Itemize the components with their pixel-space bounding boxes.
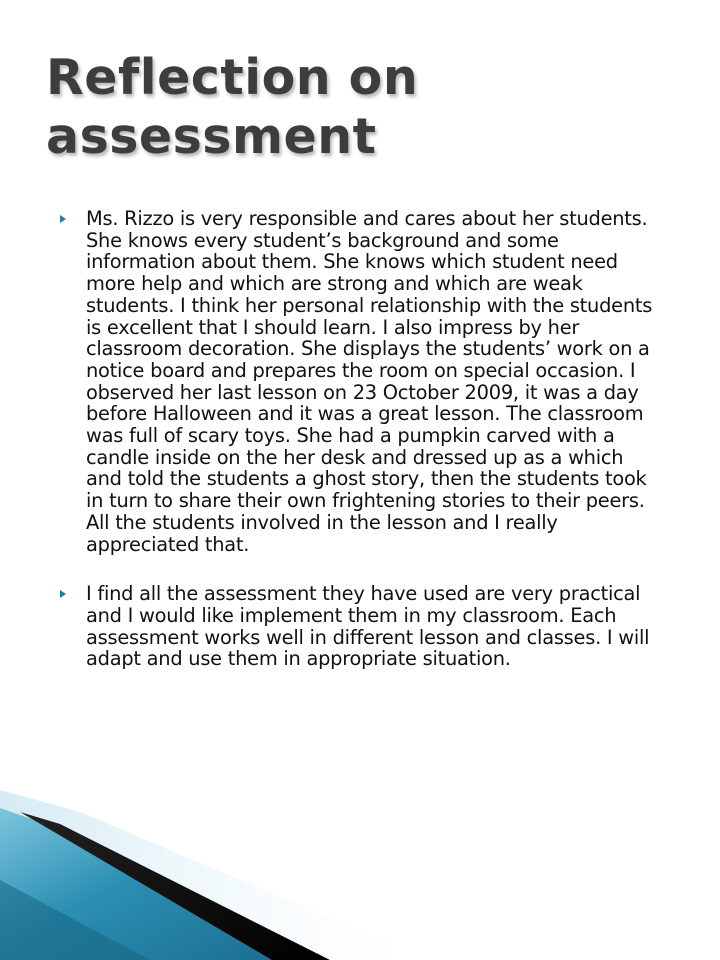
bullet-list xyxy=(60,208,660,670)
bullet-text: I find all the assessment they have used are very practical and I would like implement them in my classroom. Each assessment works well in different lesson and classes. I will adapt and use them in appropriate situation. xyxy=(86,582,650,671)
decor-light-band xyxy=(0,790,430,960)
bullet-item xyxy=(60,208,660,555)
bullet-text: Ms. Rizzo is very responsible and cares about her students. She knows every student’s background and some information about them. She knows which student need more help and which are strong and which are weak students. I think her personal relationship with the students is excellent that I should learn. I also impress by her classroom decoration. She displays the students’ work on a notice board and prepares the room on special occasion. I observed her last lesson on 23 October 2009, it was a day before Halloween and it was a great lesson. The classroom was full of scary toys. She had a pumpkin carved with a candle inside on the her desk and dressed up as a which and told the students a ghost story, then the students took in turn to share their own frightening stories to their peers. All the students involved in the lesson and I really appreciated that. xyxy=(86,207,653,556)
decor-black-band xyxy=(20,812,330,960)
triangle-bullet-icon xyxy=(60,590,66,598)
slide-title: Reflection on assessment xyxy=(46,49,419,165)
decor-blue-wedge xyxy=(0,808,300,960)
bullet-item xyxy=(60,583,660,670)
triangle-bullet-icon xyxy=(60,215,66,223)
decor-blue-shadow xyxy=(0,880,150,960)
